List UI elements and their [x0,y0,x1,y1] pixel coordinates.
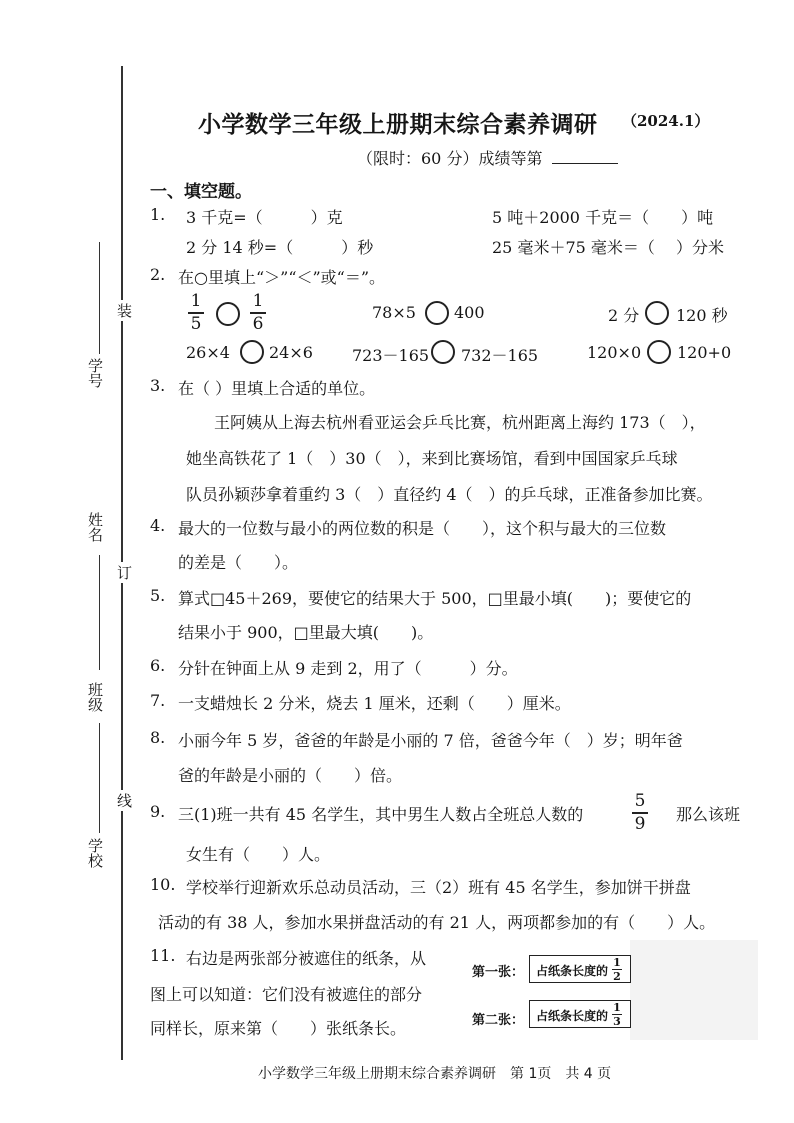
q4-line-1: 最大的一位数与最小的两位数的积是（ ），这个积与最大的三位数 [178,519,667,538]
q3-text: 在（ ）里填上合适的单位。 [178,379,376,398]
strip-1-fraction: 1 2 [613,956,621,983]
student-id-line [99,242,100,354]
q9-line-2: 女生有（ ）人。 [186,845,331,864]
q10-line-2: 活动的有 38 人，参加水果拼盘活动的有 21 人，两项都参加的有（ ）人。 [158,913,716,932]
fraction-one-sixth: 1 6 [250,292,266,334]
q11-number: 11. [150,946,176,965]
q2-r2-c-left: 120×0 [587,343,642,362]
page-title: 小学数学三年级上册期末综合素养调研 [198,112,598,138]
q5-line-2: 结果小于 900，□里最大填( )。 [178,623,434,642]
q5-line-1: 算式□45＋269，要使它的结果大于 500，□里最小填( )；要使它的 [178,589,692,608]
name-label: 姓名 [86,512,104,542]
cover-block [630,940,758,1040]
q8-line-2: 爸的年龄是小丽的（ ）倍。 [178,766,403,785]
q9-line-1b: 那么该班 [676,805,741,824]
q2-r1-c-right: 120 秒 [676,306,728,325]
q11-line-3: 同样长，原来第（ ）张纸条长。 [150,1019,407,1038]
q2-r2-b-left: 723－165 [352,346,430,365]
q2-r1-b-left: 78×5 [372,303,416,322]
class-label: 班级 [86,682,104,712]
q9-line-1a: 三(1)班一共有 45 名学生，其中男生人数占全班总人数的 [178,805,584,824]
class-line [99,723,100,833]
q9-number: 9. [150,802,166,821]
paper-strip-1: 占纸条长度的 1 2 [529,955,631,983]
q3-line-1: 王阿姨从上海去杭州看亚运会乒乓比赛，杭州距离上海约 173（ ）， [214,413,706,432]
q2-r1-b-right: 400 [454,303,485,322]
page-footer: 小学数学三年级上册期末综合素养调研 第 1页 共 4 页 [258,1066,612,1082]
q2-r1-c-left: 2 分 [608,306,640,325]
q10-line-1: 学校举行迎新欢乐总动员活动，三（2）班有 45 名学生，参加饼干拼盘 [186,878,691,897]
q6-number: 6. [150,656,166,675]
time-limit-grade: （限时：60 分）成绩等第 [357,149,543,168]
compare-circle-1[interactable] [216,302,240,326]
q5-number: 5. [150,586,166,605]
strip-2-fraction: 1 3 [613,1001,621,1028]
q4-number: 4. [150,516,166,535]
strip-2-label: 第二张： [472,1013,525,1028]
q8-number: 8. [150,728,166,747]
q1-a: 3 千克=（ ）克 [186,208,343,227]
exam-date: （2024.1） [622,112,710,130]
binding-mark-xian: 线 [117,792,133,810]
q2-r2-a-left: 26×4 [186,343,230,362]
q1-c: 2 分 14 秒=（ ）秒 [186,238,374,257]
compare-circle-2[interactable] [425,301,449,325]
q2-r2-a-right: 24×6 [269,343,313,362]
q2-r2-c-right: 120+0 [677,343,732,362]
q8-line-1: 小丽今年 5 岁，爸爸的年龄是小丽的 7 倍，爸爸今年（ ）岁；明年爸 [178,731,683,750]
binding-mark-ding: 订 [117,564,133,582]
q6-text: 分针在钟面上从 9 走到 2，用了（ ）分。 [178,659,518,678]
q7-text: 一支蜡烛长 2 分米，烧去 1 厘米，还剩（ ）厘米。 [178,694,571,713]
strip-1-label: 第一张： [472,965,525,980]
fraction-one-fifth: 1 5 [188,292,204,334]
compare-circle-5[interactable] [431,340,455,364]
q3-line-3: 队员孙颖莎拿着重约 3（ ）直径约 4（ ）的乒乓球，正准备参加比赛。 [186,485,713,504]
section-title: 一、填空题。 [150,182,252,202]
q10-number: 10. [150,875,176,894]
q3-number: 3. [150,376,166,395]
q1-d: 25 毫米＋75 毫米＝（ ）分米 [492,238,724,257]
q2-r2-b-right: 732－165 [461,346,539,365]
q7-number: 7. [150,691,166,710]
compare-circle-6[interactable] [647,340,671,364]
q4-line-2: 的差是（ ）。 [178,553,299,572]
q2-number: 2. [150,265,166,284]
grade-blank-line [552,163,618,164]
q1-number: 1. [150,205,166,224]
school-label: 学校 [86,838,104,868]
compare-circle-4[interactable] [240,340,264,364]
paper-strip-2: 占纸条长度的 1 3 [529,1000,631,1028]
binding-mark-zhuang: 装 [117,302,133,320]
q11-line-1: 右边是两张部分被遮住的纸条，从 [186,949,427,968]
q3-line-2: 她坐高铁花了 1（ ）30（ ），来到比赛场馆，看到中国国家乒乓球 [186,449,678,468]
compare-circle-3[interactable] [645,301,669,325]
student-id-label: 学号 [86,358,104,388]
fraction-five-ninths: 5 9 [632,792,648,834]
name-line [99,555,100,670]
q2-text: 在○里填上“＞”“＜”或“＝”。 [178,268,386,287]
q11-line-2: 图上可以知道：它们没有被遮住的部分 [150,985,423,1004]
q1-b: 5 吨＋2000 千克＝（ ）吨 [492,208,714,227]
